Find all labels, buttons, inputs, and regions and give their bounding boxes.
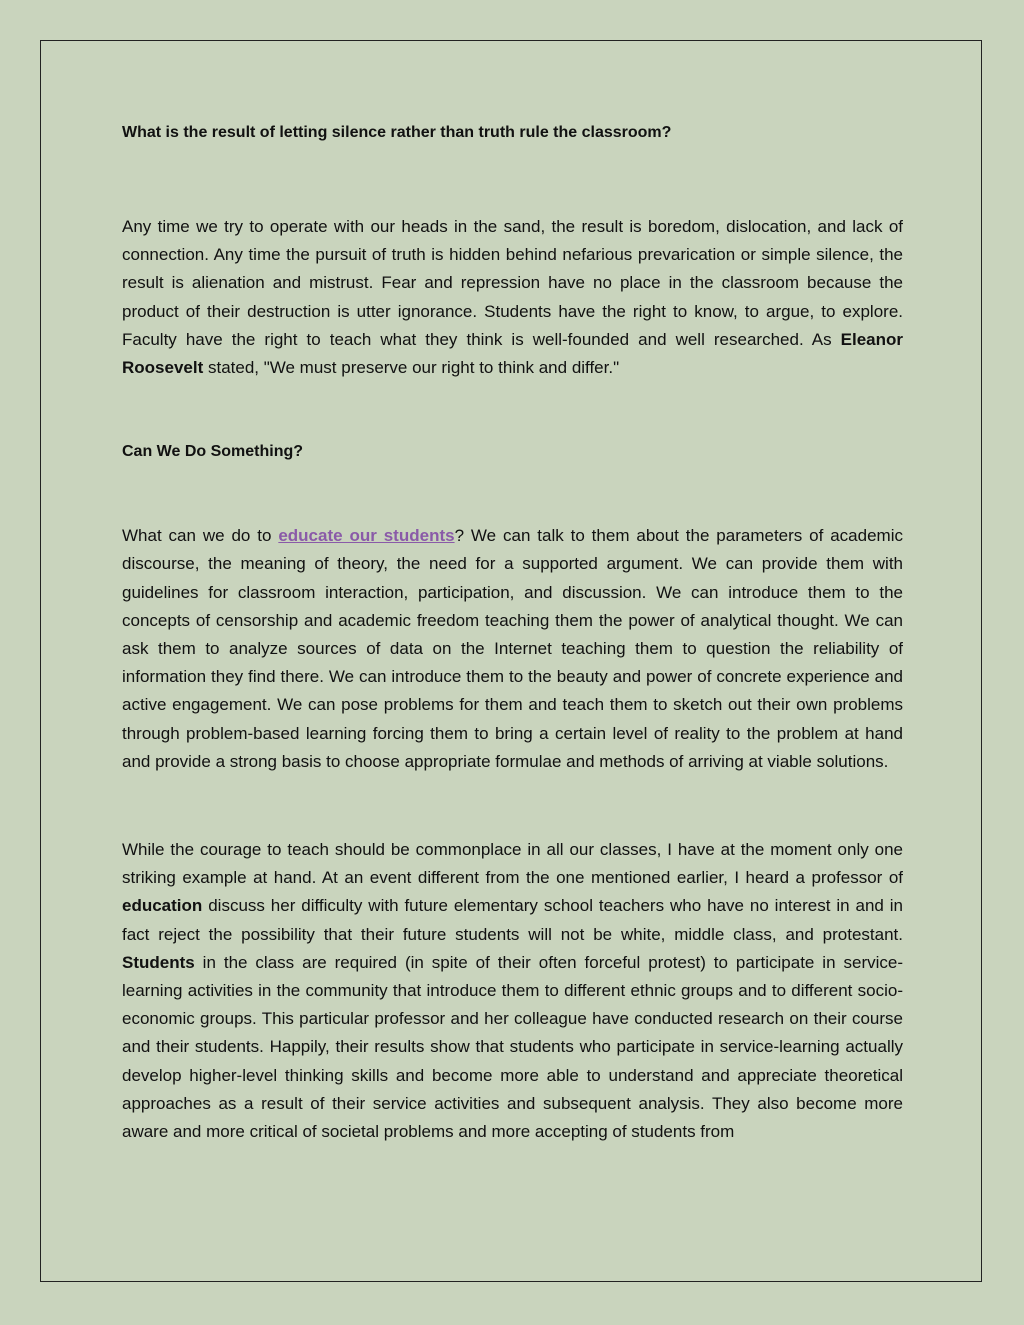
paragraph-text: stated, "We must preserve our right to think and differ." bbox=[203, 358, 620, 378]
paragraph-text: discuss her difficulty with future elementary school teachers who have no interest in and in fact reject the possibility that their future students will not be white, middle class, and protestant. bbox=[122, 896, 903, 944]
section-heading-silence: What is the result of letting silence rather than truth rule the classroom? bbox=[122, 124, 672, 141]
page-frame bbox=[40, 40, 982, 1282]
paragraph-text: While the courage to teach should be commonplace in all our classes, I have at the moment only one striking example at hand. At an event different from the one mentioned earlier, I heard a professor of bbox=[122, 840, 903, 888]
paragraph-text: in the class are required (in spite of their often forceful protest) to participate in service-learning activities in the community that introduce them to different ethnic groups and to different socio-economic groups. This particular professor and her colleague have conducted research on their course and their students. Happily, their results show that students who participate in service-learning actually develop higher-level thinking skills and become more able to understand and appreciate theoretical approaches as a result of their service activities and subsequent analysis. They also become more aware and more critical of societal problems and more accepting of students from bbox=[122, 952, 903, 1142]
document-body bbox=[122, 123, 903, 1146]
paragraph-text: ? We can talk to them about the parameters of academic discourse, the meaning of theory, the need for a supported argument. We can provide them with guidelines for classroom interaction, participation, and discussion. We can introduce them to the concepts of censorship and academic freedom teaching them the power of analytical thought. We can ask them to analyze sources of data on the Internet teaching them to question the reliability of information they find there. We can introduce them to the beauty and power of concrete experience and active engagement. We can pose problems for them and teach them to sketch out their own problems through problem-based learning forcing them to bring a certain level of reality to the problem at hand and provide a strong basis to choose appropriate formulae and methods of arriving at viable solutions. bbox=[122, 526, 903, 771]
paragraph-text: Any time we try to operate with our heads in the sand, the result is boredom, dislocation, and lack of connection. Any time the pursuit of truth is hidden behind nefarious prevarication or simple silence, the result is alienation and mistrust. Fear and repression have no place in the classroom because the product of their destruction is utter ignorance. Students have the right to know, to argue, to explore. Faculty have the right to teach what they think is well-founded and well researched. As bbox=[122, 217, 903, 349]
bold-word-students: Students bbox=[122, 952, 195, 972]
section-heading-can-we-do: Can We Do Something? bbox=[122, 443, 304, 461]
paragraph-courage-to-teach bbox=[122, 836, 903, 1146]
paragraph-what-can-we-do bbox=[122, 522, 903, 776]
educate-our-students-link[interactable]: educate our students bbox=[278, 526, 455, 546]
bold-word-education: education bbox=[122, 896, 203, 916]
bold-name-eleanor-roosevelt: Eleanor Roosevelt bbox=[122, 329, 903, 378]
paragraph-silence bbox=[122, 213, 903, 382]
paragraph-text: What can we do to bbox=[122, 526, 279, 546]
